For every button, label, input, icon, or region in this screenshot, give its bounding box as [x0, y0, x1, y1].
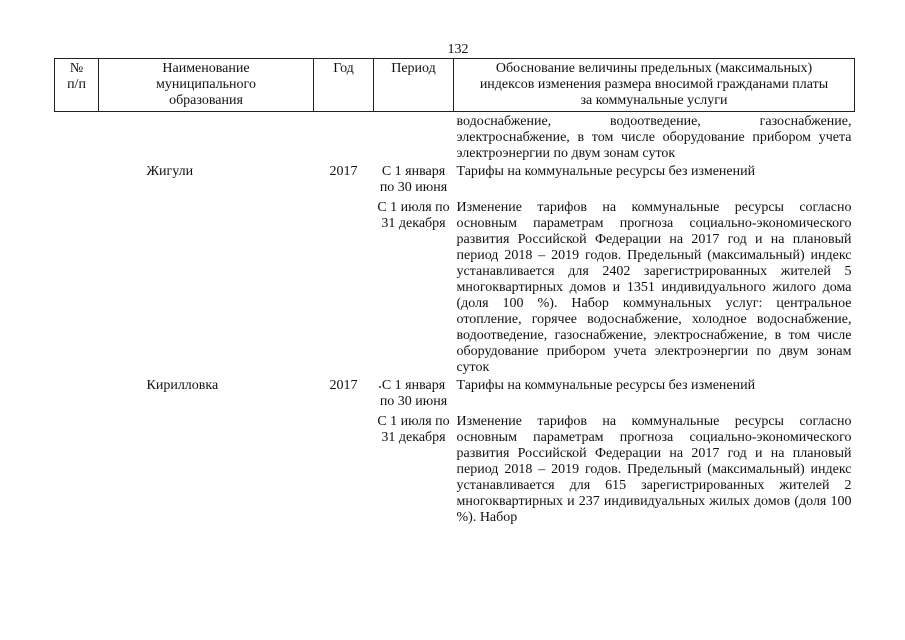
header-num: № п/п: [55, 59, 99, 112]
header-name: Наименование муниципального образования: [99, 59, 314, 112]
header-period: Период: [374, 59, 454, 112]
period-cell: [374, 376, 454, 526]
municipality-name: Жигули: [146, 164, 194, 179]
basis-cell: [454, 376, 855, 526]
stray-mark: [379, 386, 381, 388]
year-cell: 2017: [329, 164, 358, 179]
table-row: [55, 162, 855, 376]
basis-first-half: Тарифы на коммунальные ресурсы без изменений: [456, 378, 756, 393]
year-cell: 2017: [329, 378, 358, 393]
period-first-half: С 1 января по 30 июня: [379, 378, 448, 409]
header-year: Год: [314, 59, 374, 112]
table-header-row: [55, 59, 855, 112]
period-cell: [374, 162, 454, 376]
table-row-carryover: [55, 112, 855, 163]
table-row: [55, 376, 855, 526]
basis-second-half: Изменение тарифов на коммунальные ресурсы согласно основным параметрам прогноза социально-экономического развития Российской Федерации на 2017 год и на плановый период 2018 – 2019 годов. Предельный (максимальный) индекс устанавливается для 615 зарегистрированных жителей 2 многоквартирных и 237 индивидуальных жилых домов (доля 100 %). Набор: [456, 414, 852, 525]
period-first-half: С 1 января по 30 июня: [379, 164, 448, 195]
basis-first-half: Тарифы на коммунальные ресурсы без изменений: [456, 164, 756, 179]
tariff-table: [54, 58, 855, 526]
basis-second-half: Изменение тарифов на коммунальные ресурсы согласно основным параметрам прогноза социально-экономического развития Российской Федерации на 2017 год и на плановый период 2018 – 2019 годов. Предельный (максимальный) индекс устанавливается для 2402 зарегистрированных жителей 5 многоквартирных домов и 1351 индивидуального жилого дома (доля 100 %). Набор коммунальных услуг: центральное отопление, горячее водоснабжение, холодное водоснабжение, водоотведение, газоснабжение, электроснабжение, в том числе оборудование прибором учета электроэнергии по двум зонам суток: [456, 200, 852, 375]
carryover-basis: водоснабжение, водоотведение, газоснабжение, электроснабжение, в том числе оборудование прибором учета электроэнергии по двум зонам суток: [456, 114, 852, 161]
header-basis: Обоснование величины предельных (максимальных) индексов изменения размера вносимой гражданами платы за коммунальные услуги: [454, 59, 855, 112]
period-second-half: С 1 июля по 31 декабря: [377, 200, 450, 231]
page-number: 132: [447, 42, 469, 57]
period-second-half: С 1 июля по 31 декабря: [377, 414, 450, 445]
municipality-name: Кирилловка: [146, 378, 219, 393]
basis-cell: [454, 162, 855, 376]
